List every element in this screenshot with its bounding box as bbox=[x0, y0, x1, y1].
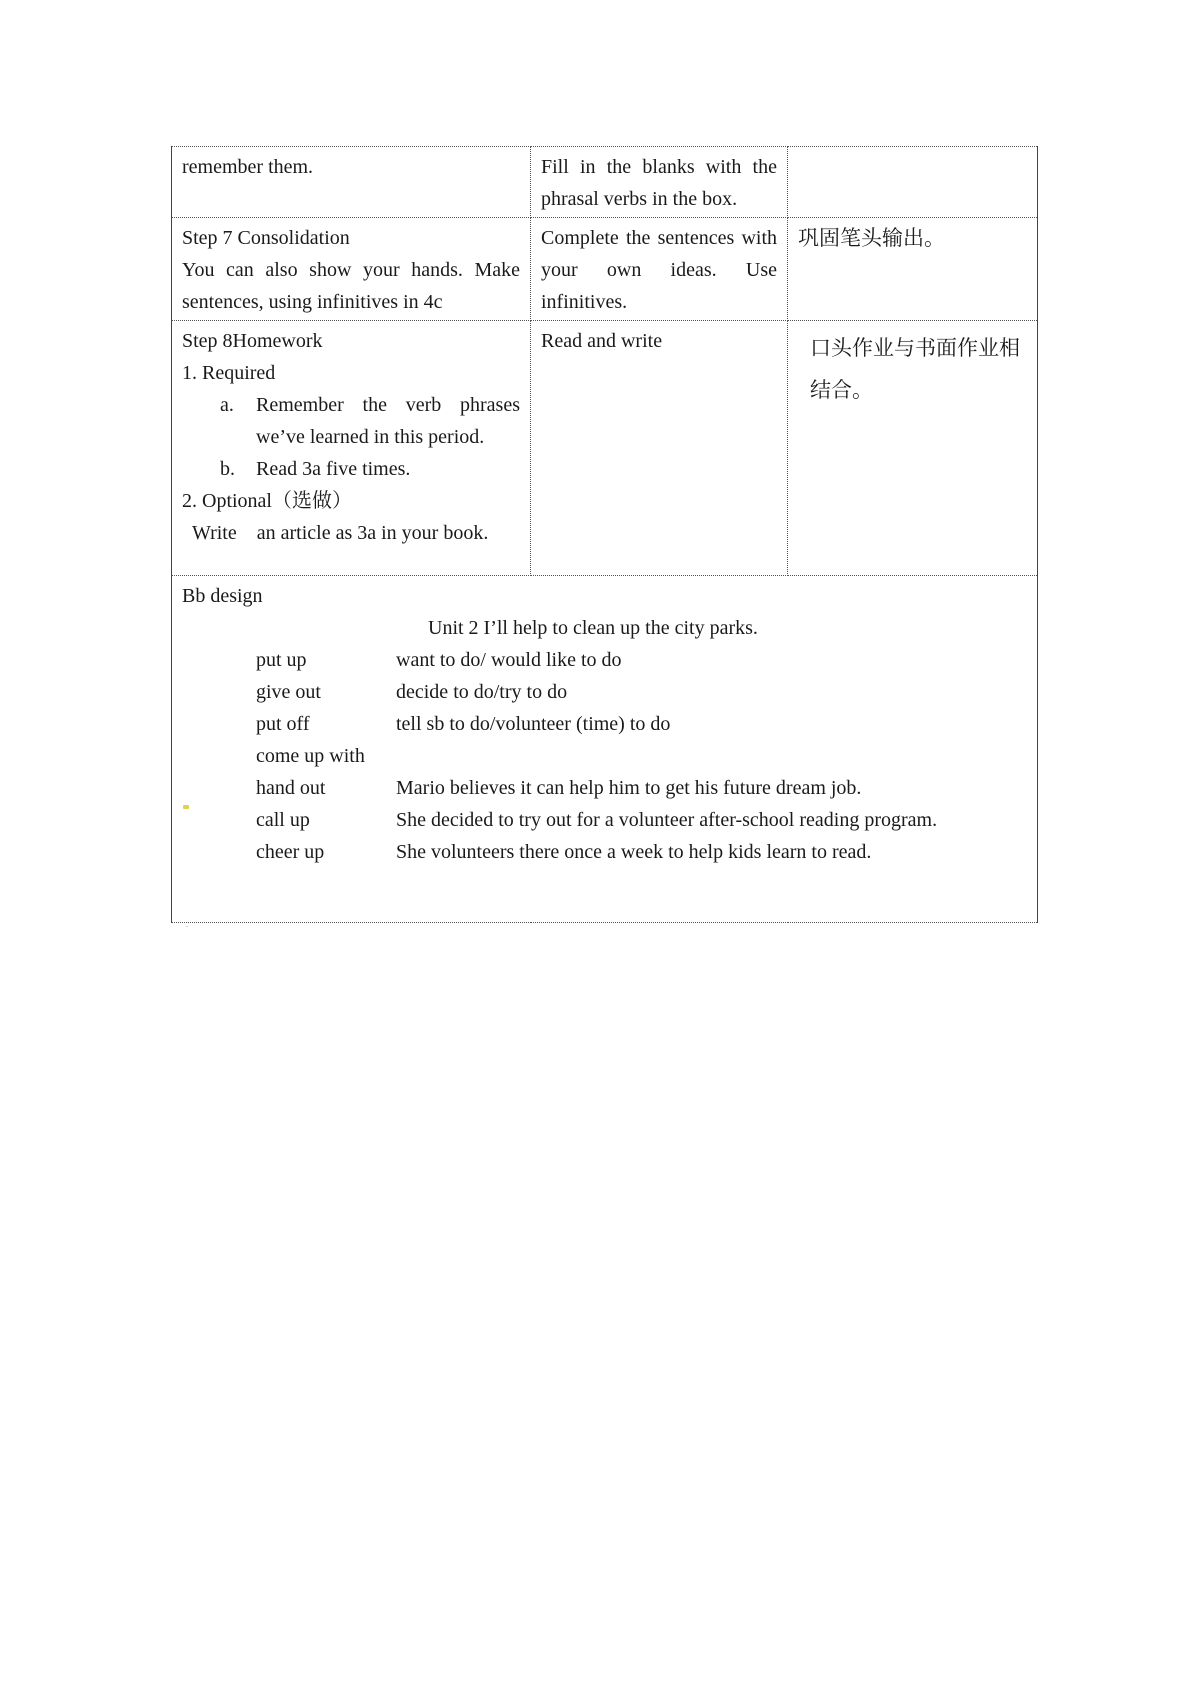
step-title: Step 7 Consolidation bbox=[182, 227, 350, 249]
list-text: Remember the verb phrases we’ve learned in this period. bbox=[256, 394, 520, 448]
task-cell bbox=[531, 321, 788, 576]
step-title: Step 8Homework bbox=[182, 330, 323, 352]
cell-text: Read and write bbox=[541, 330, 663, 352]
cell-text: You can also show your hands. Make sentences, using infinitives in 4c bbox=[182, 259, 520, 313]
activity-cell bbox=[172, 321, 531, 576]
pattern-or-example: She decided to try out for a volunteer after-school reading program. bbox=[396, 809, 938, 831]
cell-text: Complete the sentences with your own ideas. Use infinitives. bbox=[541, 227, 777, 313]
activity-cell bbox=[172, 147, 531, 218]
purpose-cell bbox=[788, 321, 1038, 576]
list-item bbox=[182, 453, 520, 485]
board-design-title: Unit 2 I’ll help to clean up the city parks. bbox=[428, 617, 758, 639]
board-line bbox=[182, 772, 1027, 804]
phrasal-verb: cheer up bbox=[256, 841, 325, 863]
optional-label: 2. Optional（选做） bbox=[182, 490, 352, 512]
purpose-cell bbox=[788, 147, 1038, 218]
phrasal-verb: put off bbox=[256, 713, 310, 735]
board-line bbox=[182, 644, 1027, 676]
phrasal-verb: call up bbox=[256, 809, 310, 831]
board-design-label: Bb design bbox=[182, 585, 263, 607]
board-line bbox=[182, 836, 1027, 868]
board-line bbox=[182, 804, 1027, 836]
lesson-plan-table bbox=[171, 146, 1038, 923]
task-cell bbox=[531, 218, 788, 321]
activity-cell bbox=[172, 218, 531, 321]
table-row bbox=[172, 576, 1038, 923]
page-dot bbox=[186, 926, 188, 927]
table-row bbox=[172, 218, 1038, 321]
required-label: 1. Required bbox=[182, 362, 276, 384]
phrasal-verb: come up with bbox=[256, 745, 365, 767]
pattern-or-example: tell sb to do/volunteer (time) to do bbox=[396, 713, 671, 735]
cell-text: Fill in the blanks with the phrasal verbs in the box. bbox=[541, 156, 777, 210]
purpose-cell bbox=[788, 218, 1038, 321]
table-row bbox=[172, 321, 1038, 576]
pattern-or-example bbox=[396, 740, 1027, 772]
pattern-or-example: She volunteers there once a week to help kids learn to read. bbox=[396, 841, 872, 863]
board-design-cell bbox=[172, 576, 1038, 923]
board-design-lines bbox=[182, 644, 1027, 868]
pattern-or-example: want to do/ would like to do bbox=[396, 649, 622, 671]
list-marker: a. bbox=[220, 394, 234, 416]
task-cell bbox=[531, 147, 788, 218]
cell-text: 口头作业与书面作业相结合。 bbox=[810, 336, 1020, 402]
cell-text: 巩固笔头输出。 bbox=[798, 226, 945, 250]
cell-text: remember them. bbox=[182, 156, 314, 178]
table-row bbox=[172, 147, 1038, 218]
board-line bbox=[182, 676, 1027, 708]
pattern-or-example: Mario believes it can help him to get his future dream job. bbox=[396, 777, 862, 799]
optional-text: Write an article as 3a in your book. bbox=[192, 522, 489, 544]
pattern-or-example: decide to do/try to do bbox=[396, 681, 568, 703]
list-text: Read 3a five times. bbox=[256, 458, 411, 480]
phrasal-verb: put up bbox=[256, 649, 307, 671]
phrasal-verb: hand out bbox=[256, 777, 326, 799]
phrasal-verb: give out bbox=[256, 681, 321, 703]
board-line bbox=[182, 708, 1027, 740]
list-marker: b. bbox=[220, 458, 235, 480]
yellow-mark bbox=[183, 805, 189, 809]
list-item bbox=[182, 389, 520, 453]
board-line bbox=[182, 740, 1027, 772]
